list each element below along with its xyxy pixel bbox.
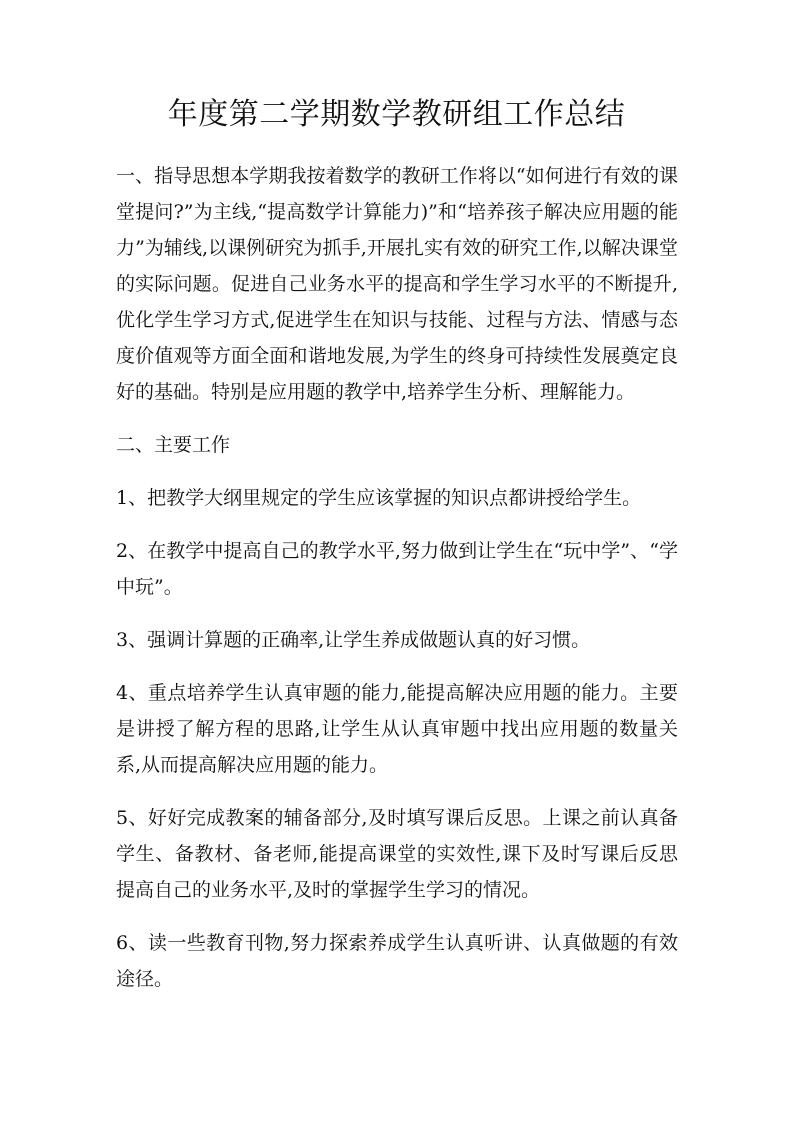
list-item: 5、好好完成教案的辅备部分,及时填写课后反思。上课之前认真备学生、备教材、备老师,能提高课堂的实效性,课下及时写课后反思提高自己的业务水平,及时的掌握学生学习的情况。: [116, 807, 678, 901]
paragraph-guiding-ideology: 一、指导思想本学期我按着数学的教研工作将以“如何进行有效的课堂提问?”为主线,“提高数学计算能力)”和“培养孩子解决应用题的能力”为辅线,以课例研究为抓手,开展扎实有效的研究工作,以解决课堂的实际问题。促进自己业务水平的提高和学生学习水平的不断提升,优化学生学习方式,促进学生在知识与技能、过程与方法、情感与态度价值观等方面全面和谐地发展,为学生的终身可持续性发展奠定良好的基础。特别是应用题的教学中,培养学生分析、理解能力。: [116, 165, 678, 403]
list-item: 3、强调计算题的正确率,让学生养成做题认真的好习惯。: [116, 629, 591, 651]
list-item: 4、重点培养学生认真审题的能力,能提高解决应用题的能力。主要是讲授了解方程的思路,让学生从认真审题中找出应用题的数量关系,从而提高解决应用题的能力。: [116, 682, 678, 776]
list-item: 1、把教学大纲里规定的学生应该掌握的知识点都讲授给学生。: [116, 487, 642, 509]
document-body: [116, 158, 678, 1014]
document-title: 年度第二学期数学教研组工作总结: [167, 97, 626, 132]
list-item: 2、在教学中提高自己的教学水平,努力做到让学生在“玩中学”、“学中玩”。: [116, 540, 678, 598]
list-item: 6、读一些教育刊物,努力探索养成学生认真听讲、认真做题的有效途径。: [116, 932, 678, 990]
section-heading-main-work: 二、主要工作: [116, 434, 231, 456]
